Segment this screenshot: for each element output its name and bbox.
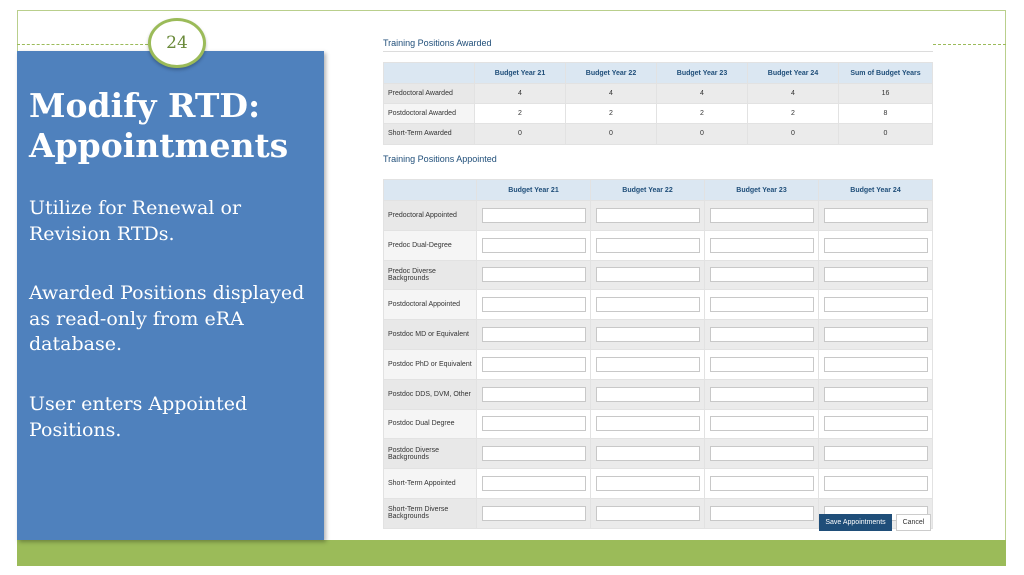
- input-cell: [819, 290, 933, 320]
- appointed-input-by22[interactable]: [596, 297, 700, 312]
- table-row: [384, 260, 933, 290]
- awarded-header-by23: Budget Year 23: [657, 63, 748, 84]
- appointed-input-by22[interactable]: [596, 238, 700, 253]
- appointed-input-by24[interactable]: [824, 238, 928, 253]
- appointed-input-by24[interactable]: [824, 297, 928, 312]
- table-cell: 2: [657, 104, 748, 124]
- input-cell: [477, 320, 591, 350]
- input-cell: [705, 379, 819, 409]
- table-cell: 2: [475, 104, 566, 124]
- table-row: [384, 439, 933, 469]
- appointed-input-by23[interactable]: [710, 476, 814, 491]
- input-cell: [705, 498, 819, 528]
- row-label: Predoctoral Appointed: [384, 201, 477, 231]
- input-cell: [477, 260, 591, 290]
- row-label: Short-Term Appointed: [384, 469, 477, 499]
- appointed-input-by23[interactable]: [710, 297, 814, 312]
- appointed-input-by22[interactable]: [596, 387, 700, 402]
- awarded-header-sum: Sum of Budget Years: [839, 63, 933, 84]
- input-cell: [705, 260, 819, 290]
- appointed-input-by21[interactable]: [482, 297, 586, 312]
- awarded-header-by22: Budget Year 22: [566, 63, 657, 84]
- awarded-section-divider: [383, 51, 933, 52]
- appointed-input-by21[interactable]: [482, 446, 586, 461]
- row-label: Short-Term Diverse Backgrounds: [384, 498, 477, 528]
- appointed-header-by24: Budget Year 24: [819, 180, 933, 201]
- awarded-header-corner: [384, 63, 475, 84]
- row-label: Postdoctoral Awarded: [384, 104, 475, 124]
- appointed-header-by23: Budget Year 23: [705, 180, 819, 201]
- awarded-header-by21: Budget Year 21: [475, 63, 566, 84]
- awarded-header-row: [384, 63, 933, 84]
- awarded-section-title: Training Positions Awarded: [383, 38, 492, 48]
- appointed-header-row: [384, 180, 933, 201]
- input-cell: [477, 409, 591, 439]
- input-cell: [819, 439, 933, 469]
- table-row: [384, 104, 933, 124]
- input-cell: [819, 379, 933, 409]
- page-number-badge: [148, 18, 206, 68]
- input-cell: [819, 230, 933, 260]
- appointed-input-by21[interactable]: [482, 208, 586, 223]
- table-row: [384, 349, 933, 379]
- input-cell: [705, 349, 819, 379]
- table-cell: 2: [566, 104, 657, 124]
- appointed-input-by21[interactable]: [482, 267, 586, 282]
- input-cell: [477, 379, 591, 409]
- row-label: Postdoc PhD or Equivalent: [384, 349, 477, 379]
- input-cell: [477, 498, 591, 528]
- table-row: [384, 84, 933, 104]
- appointed-input-by22[interactable]: [596, 476, 700, 491]
- awarded-header-by24: Budget Year 24: [748, 63, 839, 84]
- appointed-input-by21[interactable]: [482, 387, 586, 402]
- table-cell: 4: [657, 84, 748, 104]
- appointed-input-by23[interactable]: [710, 327, 814, 342]
- awarded-table: [383, 62, 933, 145]
- input-cell: [477, 349, 591, 379]
- table-cell: 8: [839, 104, 933, 124]
- table-row: [384, 469, 933, 499]
- input-cell: [591, 201, 705, 231]
- input-cell: [819, 260, 933, 290]
- appointed-input-by24[interactable]: [824, 208, 928, 223]
- appointed-input-by21[interactable]: [482, 357, 586, 372]
- row-label: Postdoc MD or Equivalent: [384, 320, 477, 350]
- input-cell: [705, 469, 819, 499]
- appointed-header-by21: Budget Year 21: [477, 180, 591, 201]
- appointed-header-corner: [384, 180, 477, 201]
- input-cell: [819, 349, 933, 379]
- input-cell: [591, 320, 705, 350]
- row-label: Predoc Dual-Degree: [384, 230, 477, 260]
- table-cell: 0: [566, 124, 657, 144]
- appointed-input-by22[interactable]: [596, 446, 700, 461]
- appointed-input-by22[interactable]: [596, 327, 700, 342]
- slide-title: [29, 86, 319, 166]
- input-cell: [705, 201, 819, 231]
- table-row: [384, 320, 933, 350]
- row-label: Short-Term Awarded: [384, 124, 475, 144]
- appointed-input-by23[interactable]: [710, 267, 814, 282]
- row-label: Postdoc Diverse Backgrounds: [384, 439, 477, 469]
- appointed-input-by24[interactable]: [824, 327, 928, 342]
- input-cell: [705, 320, 819, 350]
- input-cell: [705, 439, 819, 469]
- appointed-input-by24[interactable]: [824, 267, 928, 282]
- table-cell: 2: [748, 104, 839, 124]
- input-cell: [819, 409, 933, 439]
- input-cell: [591, 439, 705, 469]
- input-cell: [477, 290, 591, 320]
- input-cell: [705, 230, 819, 260]
- appointed-input-by23[interactable]: [710, 357, 814, 372]
- appointed-input-by22[interactable]: [596, 208, 700, 223]
- table-cell: 16: [839, 84, 933, 104]
- table-cell: 0: [748, 124, 839, 144]
- appointed-input-by23[interactable]: [710, 238, 814, 253]
- table-cell: 4: [566, 84, 657, 104]
- appointed-input-by24[interactable]: [824, 446, 928, 461]
- input-cell: [705, 409, 819, 439]
- input-cell: [477, 469, 591, 499]
- top-dashed-divider-left: [17, 44, 148, 45]
- table-row: [384, 379, 933, 409]
- row-label: Predoc Diverse Backgrounds: [384, 260, 477, 290]
- input-cell: [591, 290, 705, 320]
- input-cell: [705, 290, 819, 320]
- appointed-input-by22[interactable]: [596, 267, 700, 282]
- appointed-table: [383, 179, 933, 529]
- table-cell: 0: [475, 124, 566, 144]
- table-cell: 0: [657, 124, 748, 144]
- appointed-input-by23[interactable]: [710, 446, 814, 461]
- table-row: [384, 230, 933, 260]
- input-cell: [477, 201, 591, 231]
- appointed-input-by24[interactable]: [824, 357, 928, 372]
- table-row: [384, 201, 933, 231]
- input-cell: [819, 469, 933, 499]
- table-cell: 4: [475, 84, 566, 104]
- input-cell: [477, 439, 591, 469]
- table-cell: 0: [839, 124, 933, 144]
- appointed-input-by23[interactable]: [710, 416, 814, 431]
- table-row: [384, 124, 933, 144]
- appointed-input-by24[interactable]: [824, 387, 928, 402]
- appointed-input-by23[interactable]: [710, 208, 814, 223]
- input-cell: [591, 230, 705, 260]
- row-label: Predoctoral Awarded: [384, 84, 475, 104]
- appointed-header-by22: Budget Year 22: [591, 180, 705, 201]
- appointed-input-by22[interactable]: [596, 506, 700, 521]
- input-cell: [591, 469, 705, 499]
- input-cell: [591, 349, 705, 379]
- row-label: Postdoc Dual Degree: [384, 409, 477, 439]
- page-number: 24: [166, 33, 188, 53]
- appointed-input-by24[interactable]: [824, 416, 928, 431]
- slide-title-line1: Modify RTD:: [29, 86, 261, 125]
- bullet-awarded: Awarded Positions displayed as read-only from eRA database.: [29, 282, 305, 355]
- row-label: Postdoc DDS, DVM, Other: [384, 379, 477, 409]
- appointed-table-body: [384, 201, 933, 529]
- input-cell: [591, 409, 705, 439]
- appointed-input-by23[interactable]: [710, 387, 814, 402]
- appointed-input-by21[interactable]: [482, 506, 586, 521]
- table-row: [384, 290, 933, 320]
- appointed-input-by21[interactable]: [482, 327, 586, 342]
- appointed-input-by21[interactable]: [482, 416, 586, 431]
- appointed-input-by21[interactable]: [482, 238, 586, 253]
- appointed-section-title: Training Positions Appointed: [383, 154, 497, 164]
- bullet-appointed: User enters Appointed Positions.: [29, 393, 248, 441]
- input-cell: [819, 320, 933, 350]
- input-cell: [591, 260, 705, 290]
- table-row: [384, 409, 933, 439]
- appointed-input-by22[interactable]: [596, 416, 700, 431]
- input-cell: [819, 201, 933, 231]
- slide-title-line2: Appointments: [29, 126, 289, 165]
- save-appointments-button[interactable]: Save Appointments: [819, 514, 892, 531]
- input-cell: [591, 379, 705, 409]
- input-cell: [477, 230, 591, 260]
- appointed-input-by24[interactable]: [824, 476, 928, 491]
- row-label: Postdoctoral Appointed: [384, 290, 477, 320]
- input-cell: [591, 498, 705, 528]
- cancel-button[interactable]: Cancel: [896, 514, 931, 531]
- appointed-input-by22[interactable]: [596, 357, 700, 372]
- appointed-input-by21[interactable]: [482, 476, 586, 491]
- appointed-input-by23[interactable]: [710, 506, 814, 521]
- bullet-renewal: Utilize for Renewal or Revision RTDs.: [29, 197, 242, 245]
- top-dashed-divider-right: [933, 44, 1006, 45]
- table-cell: 4: [748, 84, 839, 104]
- footer-bar: [17, 540, 1006, 566]
